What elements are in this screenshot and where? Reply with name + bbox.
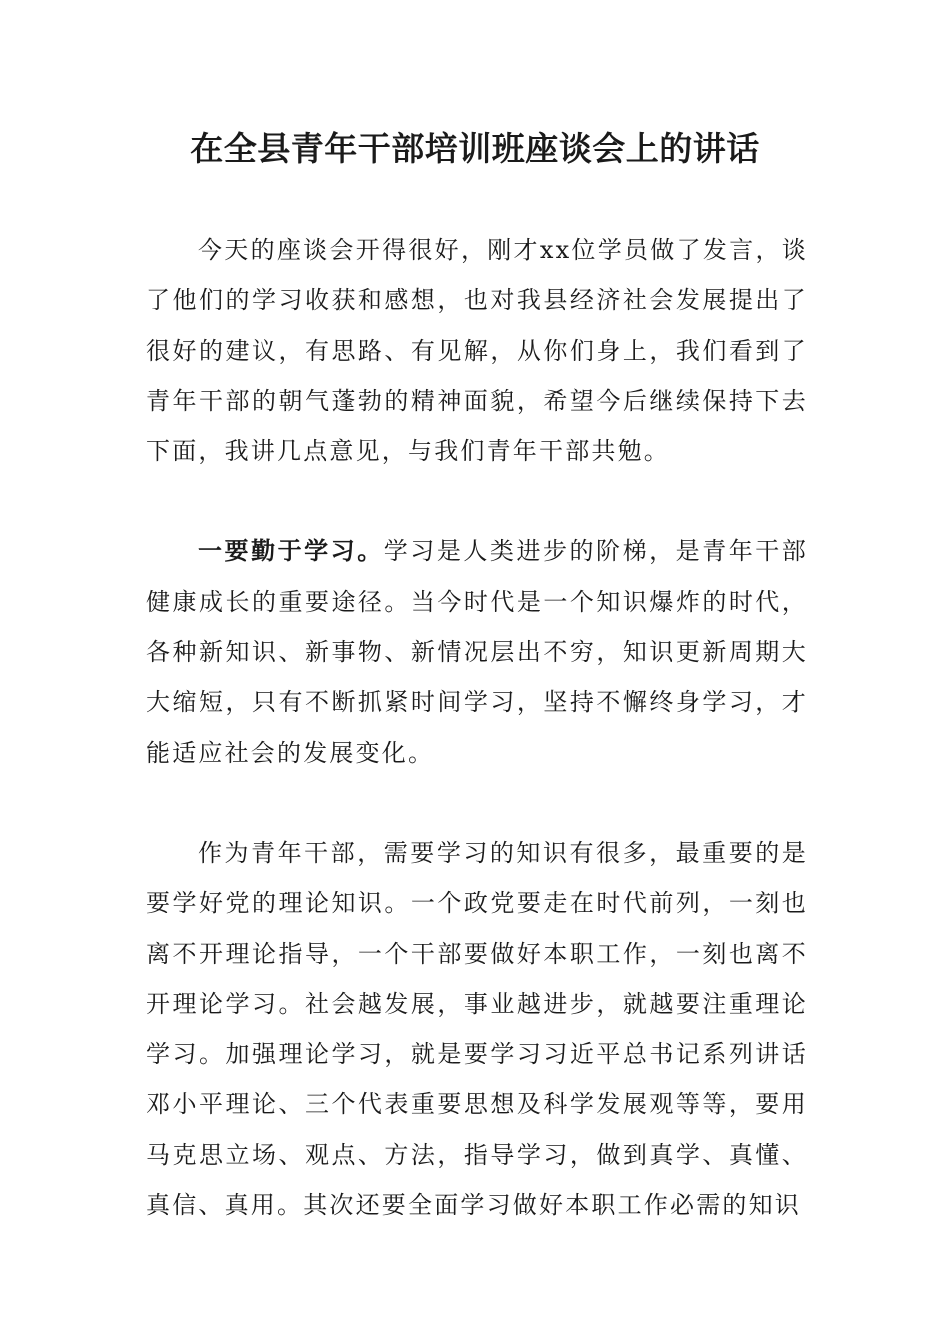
document-body [146,225,808,1230]
paragraph-theory [146,828,808,1230]
document-title: 在全县青年干部培训班座谈会上的讲话 [190,129,760,168]
paragraph-intro [146,225,808,476]
paragraph-study [146,526,808,777]
paragraph-text: 作为青年干部，需要学习的知识有很多，最重要的是要学好党的理论知识。一个政党要走在时代前列，一刻也离不开理论指导，一个干部要做好本职工作，一刻也离不开理论学习。社会越发展，事业越进步，就越要注重理论学习。加强理论学习，就是要学习习近平总书记系列讲话邓小平理论、三个代表重要思想及科学发展观等等，要用马克思立场、观点、方法，指导学习，做到真学、真懂、真信、真用。其次还要全面学习做好本职工作必需的知识 [146,838,808,1220]
paragraph-text: 学习是人类进步的阶梯，是青年干部健康成长的重要途径。当今时代是一个知识爆炸的时代，各种新知识、新事物、新情况层出不穷，知识更新周期大大缩短，只有不断抓紧时间学习，坚持不懈终身学习，才能适应社会的发展变化。 [146,537,809,767]
paragraph-lead: 一要勤于学习。 [198,536,384,566]
paragraph-text: 今天的座谈会开得很好，刚才xx位学员做了发言，谈了他们的学习收获和感想，也对我县经济社会发展提出了很好的建议，有思路、有见解，从你们身上，我们看到了青年干部的朝气蓬勃的精神面貌，希望今后继续保持下去下面，我讲几点意见，与我们青年干部共勉。 [146,236,808,466]
